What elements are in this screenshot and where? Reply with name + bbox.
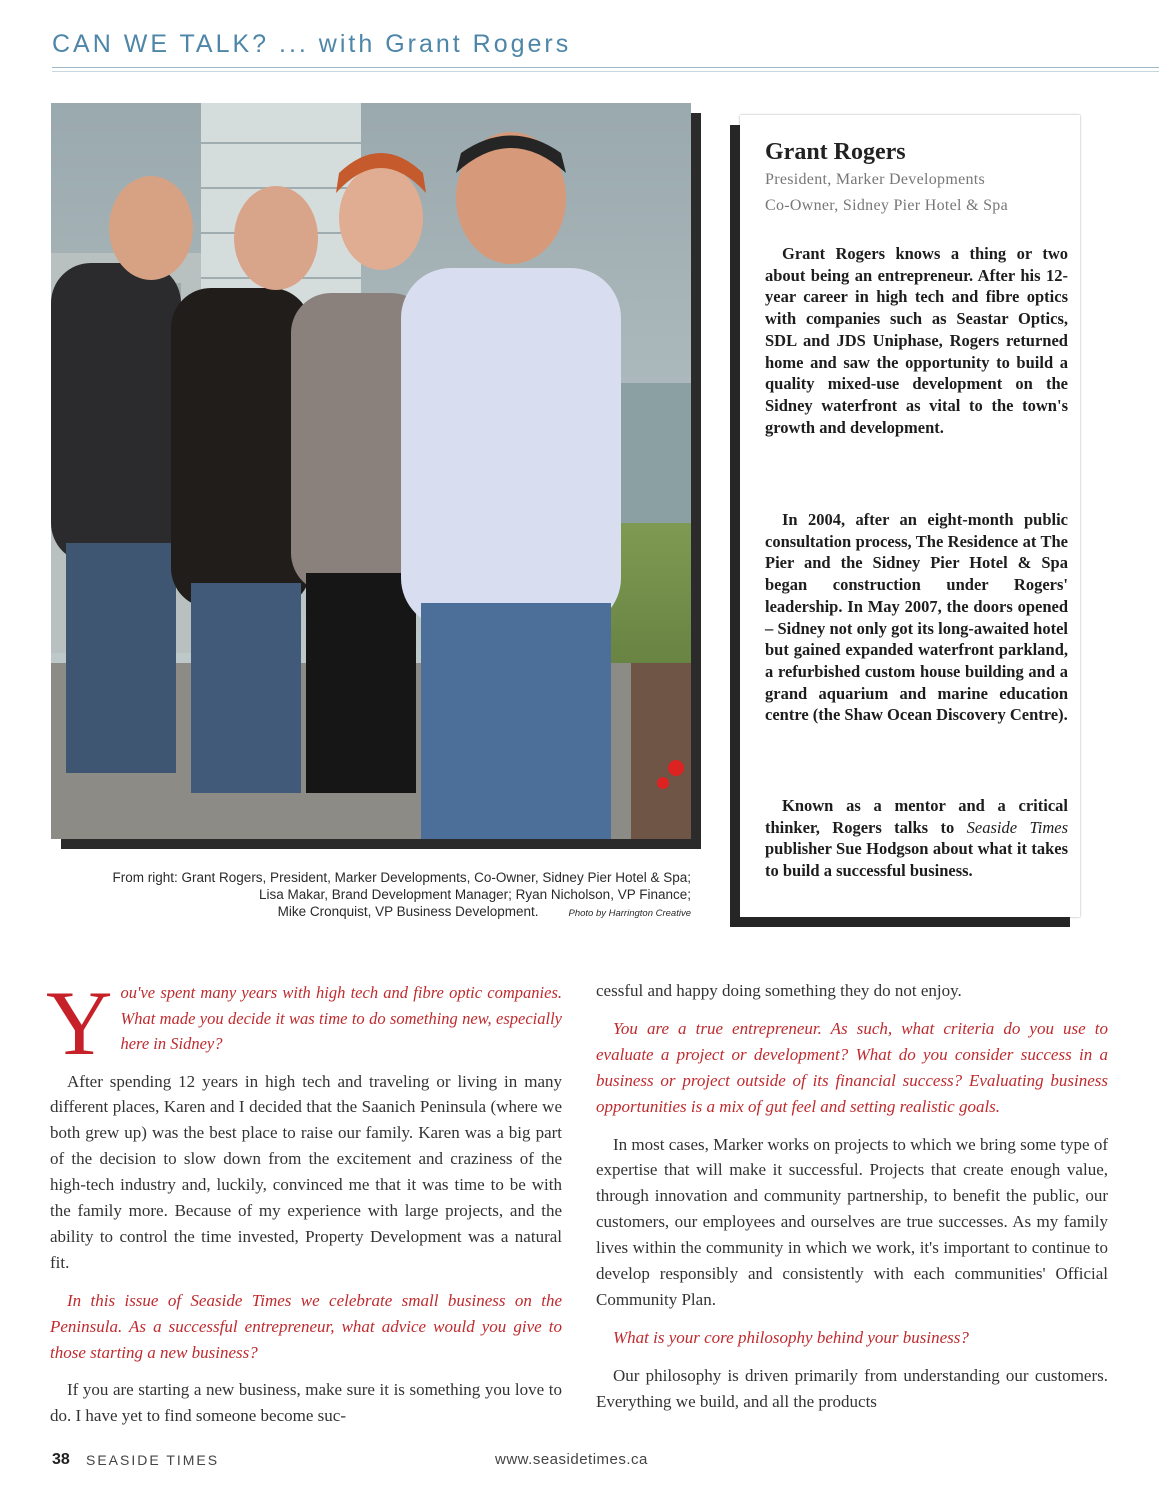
drop-cap: Y xyxy=(46,972,113,1074)
answer: After spending 12 years in high tech and traveling or living in many different places, Karen and I decided that the Saanich Peninsula (where we both grew up) was the best place to raise our family. Karen was a big part of the decision to slow down from the excitement and craziness of the high-tech industry and, luckily, convinced me that it was time to be with the family more. Because of my experience with large projects, and the ability to control the time invested, Property Development was a natural fit. xyxy=(50,1071,562,1272)
page-number: 38 xyxy=(52,1451,70,1468)
caption-line: From right: Grant Rogers, President, Marker Developments, Co-Owner, Sidney Pier Hotel & Spa; xyxy=(112,870,691,885)
profile-role: President, Marker Developments xyxy=(765,171,986,188)
answer-continued: cessful and happy doing something they do not enjoy. xyxy=(596,981,962,1000)
group-photo xyxy=(51,103,691,839)
profile-paragraph: In 2004, after an eight-month public consultation process, The Residence at The Pier and the Sidney Pier Hotel & Spa began construction under Rogers' leadership. In May 2007, the doors opened – Sidney not only got its long-awaited hotel but gained expanded waterfront parkland, a refurbished custom house building and a grand aquarium and marine education centre (the Shaw Ocean Discovery Centre). xyxy=(765,510,1068,725)
caption-line xyxy=(40,903,691,922)
question: You are a true entrepreneur. As such, what criteria do you use to evaluate a project or development? What do you consider success in a business or project outside of its financial success? Evaluating business opportunities is a mix of gut feel and setting realistic goals. xyxy=(596,1018,1108,1116)
profile-name: Grant Rogers xyxy=(765,139,906,165)
answer: Our philosophy is driven primarily from understanding our customers. Everything we build, and all the products xyxy=(596,1365,1108,1411)
header-rule xyxy=(52,67,1159,68)
question xyxy=(46,972,562,1074)
answer: In most cases, Marker works on projects to which we bring some type of expertise that will make it successful. Projects that create enough value, through innovation and community partnership, to benefit the public, our customers, our employees and ourselves are true successes. As my family lives within the community in which we work, it's important to continue to develop responsibly and consistently with each communities' Official Community Plan. xyxy=(596,1134,1108,1309)
caption-text: Mike Cronquist, VP Business Development. xyxy=(277,904,539,919)
profile-sidebar xyxy=(740,115,1080,917)
publication-name: Seaside Times xyxy=(966,817,1068,837)
profile-text: publisher Sue Hodgson about what it takes to build a successful business. xyxy=(765,839,1068,881)
photo-caption xyxy=(40,869,691,922)
answer: If you are starting a new business, make sure it is something you love to do. I have yet to find someone become suc- xyxy=(50,1380,562,1426)
website-url[interactable]: www.seasidetimes.ca xyxy=(495,1451,648,1468)
publication-footer: SEASIDE TIMES xyxy=(86,1452,220,1468)
question-text: ou've spent many years with high tech and fibre optic companies. What made you decide it was time to do something new, especially here in Sidney? xyxy=(120,983,562,1053)
page-header-title: CAN WE TALK? ... with Grant Rogers xyxy=(52,30,572,58)
caption-line: Lisa Makar, Brand Development Manager; Ryan Nicholson, VP Finance; xyxy=(259,887,691,902)
profile-role: Co-Owner, Sidney Pier Hotel & Spa xyxy=(765,197,1009,214)
article-column-right xyxy=(596,978,1108,1427)
profile-paragraph xyxy=(765,795,1068,882)
question: What is your core philosophy behind your business? xyxy=(613,1327,969,1347)
profile-paragraph: Grant Rogers knows a thing or two about being an entrepreneur. After his 12-year career in high tech and fibre optics with companies such as Seastar Optics, SDL and JDS Uniphase, Rogers returned home and saw the opportunity to build a quality mixed-use development on the Sidney waterfront as vital to the town's growth and development. xyxy=(765,244,1068,437)
article-column-left xyxy=(46,972,562,1441)
photo-credit: Photo by Harrington Creative xyxy=(568,908,691,919)
question: In this issue of Seaside Times we celebrate small business on the Peninsula. As a successful entrepreneur, what advice would you give to those starting a new business? xyxy=(50,1290,562,1362)
header-rule-secondary xyxy=(52,71,1159,72)
profile-text: Known as a mentor and a critical thinker, Rogers talks to xyxy=(765,796,1068,837)
